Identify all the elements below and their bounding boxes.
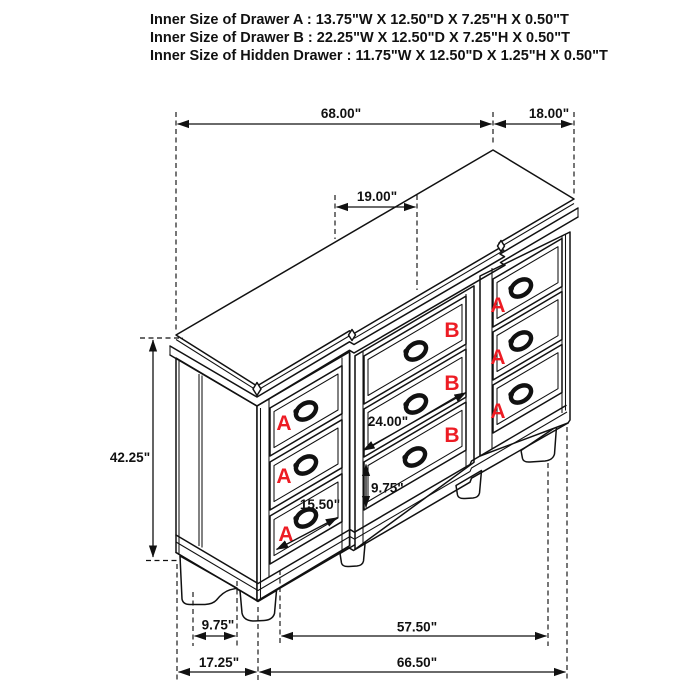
drawer-label-b3: B: [444, 424, 460, 447]
drawer-label-a1: A: [276, 412, 292, 435]
dim-label-top-width: 68.00": [320, 106, 362, 121]
drawer-label-a5: A: [490, 346, 506, 369]
dim-label-height: 42.25": [109, 450, 151, 465]
drawer-label-a3: A: [278, 523, 294, 546]
dim-label-foot-width: 9.75": [201, 617, 235, 633]
dim-label-top-depth: 18.00": [528, 106, 570, 121]
dim-label-drawer-height: 9.75": [371, 480, 404, 496]
dim-label-drawer-a-width: 15.50": [299, 497, 341, 512]
inner-size-hidden-drawer: Inner Size of Hidden Drawer : 11.75"W X 12.50"D X 1.25"H X 0.50"T: [150, 48, 608, 64]
dim-label-feet-span: 57.50": [396, 619, 438, 635]
drawer-label-b2: B: [444, 372, 460, 395]
drawer-label-b1: B: [444, 319, 460, 342]
drawer-label-a2: A: [276, 465, 292, 488]
inner-size-drawer-a: Inner Size of Drawer A : 13.75"W X 12.50"D X 7.25"H X 0.50"T: [150, 12, 569, 28]
drawer-label-a4: A: [490, 294, 506, 317]
dresser-drawing: [170, 150, 578, 621]
dim-label-side-depth: 17.25": [198, 655, 240, 670]
dim-label-drawer-b-width: 24.00": [367, 414, 409, 429]
dim-label-base-width: 66.50": [396, 655, 438, 670]
drawer-label-a6: A: [490, 400, 506, 423]
dim-label-center-depth: 19.00": [356, 189, 398, 204]
inner-size-drawer-b: Inner Size of Drawer B : 22.25"W X 12.50"D X 7.25"H X 0.50"T: [150, 30, 570, 46]
